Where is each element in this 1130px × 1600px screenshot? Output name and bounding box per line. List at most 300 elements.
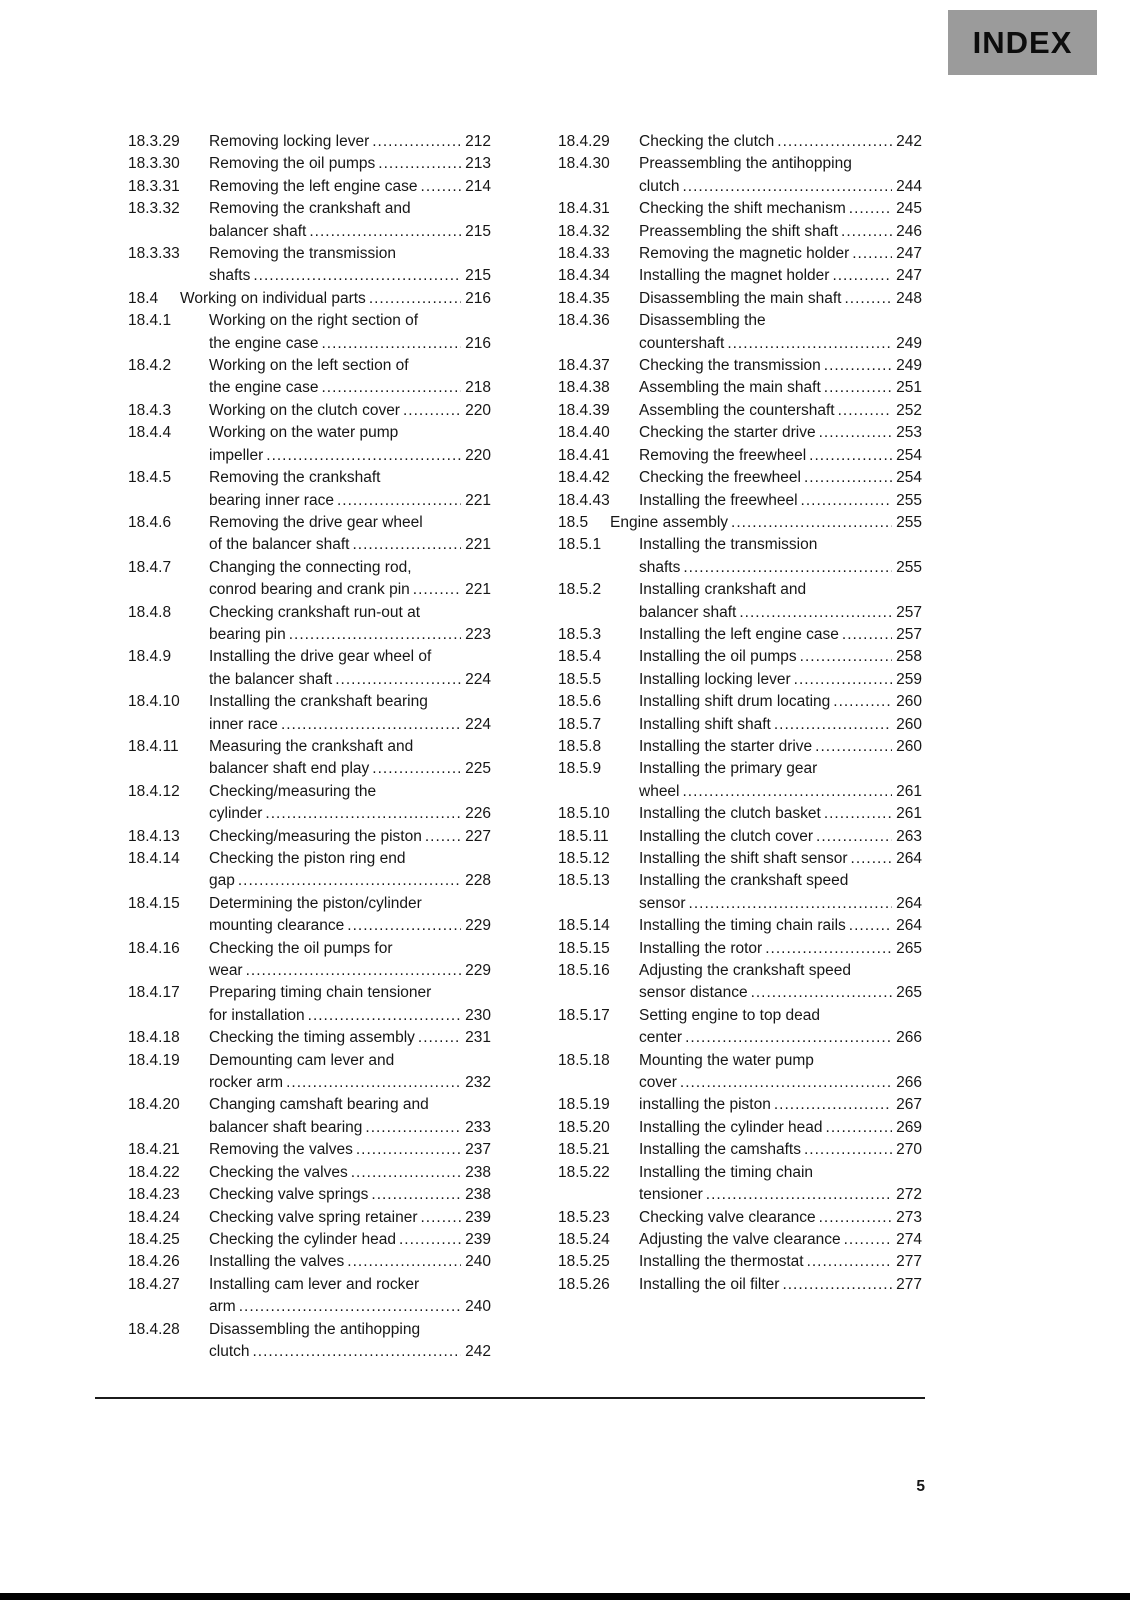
entry-last-line xyxy=(639,714,922,736)
entry-title-line: Installing cam lever and rocker xyxy=(209,1275,420,1293)
entry-body xyxy=(209,826,491,848)
entry-title-line: Determining the piston/cylinder xyxy=(209,894,422,912)
entry-last-line xyxy=(639,1251,922,1273)
entry-title-line: Working on the right section of xyxy=(209,312,419,330)
dot-leader xyxy=(309,221,461,243)
toc-entry xyxy=(558,221,922,243)
entry-last-line xyxy=(209,579,491,601)
entry-title: Assembling the countershaft xyxy=(639,401,835,419)
entry-number: 18.4.34 xyxy=(558,267,610,285)
entry-last-line xyxy=(209,1207,491,1229)
dot-leader xyxy=(239,1296,461,1318)
entry-body xyxy=(639,691,922,713)
dot-leader xyxy=(774,1094,892,1116)
entry-title-line: Preassembling the antihopping xyxy=(639,155,852,173)
dot-leader xyxy=(727,333,892,355)
entry-body xyxy=(639,490,922,512)
entry-title: inner race xyxy=(209,715,278,733)
entry-body xyxy=(209,176,491,198)
entry-title: rocker arm xyxy=(209,1074,284,1092)
entry-last-line xyxy=(639,1139,922,1161)
entry-body xyxy=(209,467,491,512)
toc-entry xyxy=(128,153,491,175)
entry-page-number: 221 xyxy=(465,581,491,599)
entry-title-line: Removing the transmission xyxy=(209,245,396,263)
entry-number: 18.5.18 xyxy=(558,1051,610,1069)
entry-last-line xyxy=(639,1184,922,1206)
entry-title: cylinder xyxy=(209,805,263,823)
entry-body xyxy=(639,467,922,489)
entry-number: 18.3.32 xyxy=(128,200,180,218)
entry-page-number: 253 xyxy=(896,424,922,442)
entry-body xyxy=(209,153,491,175)
entry-title: Installing shift drum locating xyxy=(639,693,831,711)
entry-page-number: 220 xyxy=(465,446,491,464)
entry-body xyxy=(639,1251,922,1273)
entry-number: 18.4.10 xyxy=(128,693,180,711)
toc-entry xyxy=(558,445,922,467)
entry-number: 18.4.6 xyxy=(128,513,172,531)
entry-body xyxy=(639,131,922,153)
entry-body xyxy=(209,1184,491,1206)
entry-body xyxy=(209,1027,491,1049)
entry-last-line xyxy=(639,1207,922,1229)
entry-page-number: 274 xyxy=(896,1230,922,1248)
entry-number: 18.4.33 xyxy=(558,245,610,263)
entry-title: Removing the left engine case xyxy=(209,177,418,195)
entry-last-line xyxy=(639,982,922,1004)
dot-leader xyxy=(731,512,892,534)
dot-leader xyxy=(816,826,892,848)
entry-number: 18.4.43 xyxy=(558,491,610,509)
toc-entry xyxy=(558,1050,922,1095)
entry-last-line xyxy=(639,467,922,489)
entry-number: 18.5.13 xyxy=(558,872,610,890)
entry-number: 18.5.10 xyxy=(558,805,610,823)
entry-number: 18.5.17 xyxy=(558,1006,610,1024)
entry-title: bearing pin xyxy=(209,625,286,643)
entry-title: Installing the oil filter xyxy=(639,1275,780,1293)
dot-leader xyxy=(833,691,892,713)
entry-number: 18.5.12 xyxy=(558,850,610,867)
entry-page-number: 254 xyxy=(896,469,922,487)
entry-title: Installing shift shaft xyxy=(639,715,771,733)
entry-title: Engine assembly xyxy=(610,513,729,531)
entry-page-number: 212 xyxy=(465,133,491,150)
entry-number: 18.4.20 xyxy=(128,1096,180,1114)
toc-entry xyxy=(558,1274,922,1296)
toc-entry xyxy=(558,198,922,220)
entry-number: 18.4 xyxy=(128,289,159,307)
toc-entry xyxy=(128,310,491,355)
entry-page-number: 255 xyxy=(896,558,922,576)
entry-last-line xyxy=(209,377,491,399)
entry-page-number: 221 xyxy=(465,491,491,509)
entry-page-number: 257 xyxy=(896,625,922,643)
entry-last-line xyxy=(639,1072,922,1094)
entry-page-number: 233 xyxy=(465,1118,491,1136)
dot-leader xyxy=(807,1251,893,1273)
toc-entry xyxy=(558,826,922,848)
entry-last-line xyxy=(639,624,922,646)
entry-number: 18.4.18 xyxy=(128,1029,180,1047)
entry-title: Checking the starter drive xyxy=(639,424,816,442)
entry-body xyxy=(209,781,491,826)
toc-columns xyxy=(128,131,922,1363)
entry-number: 18.5.6 xyxy=(558,693,602,711)
entry-title: installing the piston xyxy=(639,1096,771,1114)
entry-title: Checking the timing assembly xyxy=(209,1029,415,1047)
dot-leader xyxy=(739,602,892,624)
dot-leader xyxy=(844,1229,893,1251)
entry-number: 18.4.17 xyxy=(128,984,180,1002)
toc-entry xyxy=(128,1207,491,1229)
entry-body xyxy=(639,826,922,848)
entry-body xyxy=(639,1117,922,1139)
entry-number: 18.4.38 xyxy=(558,379,610,397)
entry-number: 18.4.30 xyxy=(558,155,610,173)
toc-entry xyxy=(128,1050,491,1095)
dot-leader xyxy=(265,803,461,825)
entry-page-number: 247 xyxy=(896,245,922,263)
entry-last-line xyxy=(209,445,491,467)
dot-leader xyxy=(804,467,892,489)
entry-last-line xyxy=(209,490,491,512)
entry-last-line xyxy=(639,198,922,220)
entry-number: 18.4.1 xyxy=(128,312,172,330)
entry-title: Working on individual parts xyxy=(180,289,366,307)
dot-leader xyxy=(351,1162,461,1184)
entry-title-line: Checking/measuring the xyxy=(209,782,377,800)
entry-number: 18.5.2 xyxy=(558,581,602,599)
dot-leader xyxy=(683,176,893,198)
entry-title: Installing the rotor xyxy=(639,939,763,957)
dot-leader xyxy=(347,1251,461,1273)
toc-entry xyxy=(128,602,491,647)
entry-title: countershaft xyxy=(639,334,725,352)
entry-title: Working on the clutch cover xyxy=(209,401,400,419)
entry-title-line: Removing the drive gear wheel xyxy=(209,513,423,531)
dot-leader xyxy=(826,1117,893,1139)
entry-number: 18.4.26 xyxy=(128,1253,180,1271)
dot-leader xyxy=(253,265,461,287)
entry-title-line: Mounting the water pump xyxy=(639,1051,814,1069)
entry-body xyxy=(639,400,922,422)
dot-leader xyxy=(849,198,892,220)
entry-number: 18.5.16 xyxy=(558,962,610,980)
entry-last-line xyxy=(639,602,922,624)
entry-last-line xyxy=(639,131,922,153)
entry-page-number: 260 xyxy=(896,693,922,711)
entry-body xyxy=(639,1094,922,1116)
toc-entry xyxy=(558,1094,922,1116)
entry-page-number: 239 xyxy=(465,1208,491,1226)
dot-leader xyxy=(421,176,462,198)
entry-page-number: 264 xyxy=(896,917,922,935)
dot-leader xyxy=(824,377,892,399)
entry-title: Checking the clutch xyxy=(639,133,775,150)
dot-leader xyxy=(421,1207,462,1229)
footer-rule xyxy=(95,1397,925,1399)
entry-title: Installing the shift shaft sensor xyxy=(639,850,848,867)
toc-entry xyxy=(128,400,491,422)
entry-number: 18.3.33 xyxy=(128,245,180,263)
entry-number: 18.4.21 xyxy=(128,1141,180,1159)
entry-number: 18.4.5 xyxy=(128,469,172,487)
entry-number: 18.4.8 xyxy=(128,603,172,621)
entry-body xyxy=(639,377,922,399)
entry-page-number: 215 xyxy=(465,267,491,285)
entry-body xyxy=(639,960,922,1005)
entry-page-number: 227 xyxy=(465,827,491,845)
toc-entry xyxy=(558,153,922,198)
entry-page-number: 270 xyxy=(896,1141,922,1159)
entry-title-line: Changing camshaft bearing and xyxy=(209,1096,429,1114)
page-number: 5 xyxy=(916,1478,925,1495)
entry-page-number: 265 xyxy=(896,939,922,957)
entry-page-number: 267 xyxy=(896,1096,922,1114)
dot-leader xyxy=(403,400,461,422)
entry-last-line xyxy=(209,915,491,937)
entry-title: tensioner xyxy=(639,1186,703,1204)
entry-body xyxy=(209,938,491,983)
entry-page-number: 230 xyxy=(465,1006,491,1024)
dot-leader xyxy=(841,221,892,243)
toc-entry xyxy=(128,1162,491,1184)
entry-page-number: 261 xyxy=(896,805,922,823)
entry-page-number: 216 xyxy=(465,289,491,307)
dot-leader xyxy=(371,1184,461,1206)
toc-entry xyxy=(128,1139,491,1161)
entry-page-number: 245 xyxy=(896,200,922,218)
entry-title-line: Installing the crankshaft speed xyxy=(639,872,849,890)
entry-title: Checking the transmission xyxy=(639,357,821,375)
entry-body xyxy=(639,288,922,310)
entry-last-line xyxy=(209,1117,491,1139)
entry-last-line xyxy=(209,960,491,982)
entry-last-line xyxy=(639,938,922,960)
dot-leader xyxy=(804,1139,892,1161)
entry-body xyxy=(209,691,491,736)
toc-entry xyxy=(128,781,491,826)
toc-entry xyxy=(128,288,491,310)
index-title: INDEX xyxy=(972,24,1073,60)
entry-body xyxy=(639,624,922,646)
toc-entry xyxy=(128,826,491,848)
dot-leader xyxy=(372,131,461,153)
entry-number: 18.4.15 xyxy=(128,894,180,912)
entry-page-number: 255 xyxy=(896,513,922,531)
entry-last-line xyxy=(639,781,922,803)
entry-last-line xyxy=(639,1027,922,1049)
entry-number: 18.4.23 xyxy=(128,1186,180,1204)
entry-page-number: 272 xyxy=(896,1186,922,1204)
entry-page-number: 242 xyxy=(896,133,922,150)
entry-last-line xyxy=(209,131,491,153)
dot-leader xyxy=(683,781,893,803)
entry-body xyxy=(639,355,922,377)
entry-title-line: Installing the crankshaft bearing xyxy=(209,693,428,711)
entry-page-number: 251 xyxy=(896,379,922,397)
toc-entry xyxy=(558,1117,922,1139)
toc-entry xyxy=(558,265,922,287)
entry-title: Removing the oil pumps xyxy=(209,155,376,173)
dot-leader xyxy=(286,1072,461,1094)
dot-leader xyxy=(815,736,892,758)
entry-title: of the balancer shaft xyxy=(209,536,350,554)
entry-title: cover xyxy=(639,1074,677,1092)
toc-entry xyxy=(558,490,922,512)
entry-number: 18.4.27 xyxy=(128,1275,180,1293)
entry-title-line: Checking crankshaft run-out at xyxy=(209,603,421,621)
entry-number: 18.5.24 xyxy=(558,1230,610,1248)
toc-entry xyxy=(558,1251,922,1273)
entry-page-number: 248 xyxy=(896,289,922,307)
dot-leader xyxy=(418,1027,461,1049)
entry-page-number: 277 xyxy=(896,1275,922,1293)
dot-leader xyxy=(685,1027,892,1049)
entry-last-line xyxy=(639,355,922,377)
toc-entry xyxy=(558,915,922,937)
dot-leader xyxy=(308,1005,461,1027)
dot-leader xyxy=(706,1184,892,1206)
entry-last-line xyxy=(639,669,922,691)
entry-body xyxy=(639,758,922,803)
entry-number: 18.5.26 xyxy=(558,1275,610,1293)
entry-page-number: 224 xyxy=(465,670,491,688)
entry-page-number: 249 xyxy=(896,334,922,352)
entry-number: 18.4.36 xyxy=(558,312,610,330)
entry-last-line xyxy=(209,758,491,780)
entry-body xyxy=(209,400,491,422)
entry-last-line xyxy=(639,400,922,422)
entry-number: 18.4.25 xyxy=(128,1230,180,1248)
entry-title-line: Setting engine to top dead xyxy=(639,1006,820,1024)
toc-left-column xyxy=(128,131,491,1363)
entry-body xyxy=(209,893,491,938)
entry-last-line xyxy=(639,288,922,310)
entry-number: 18.5.1 xyxy=(558,536,602,554)
entry-title-line: Installing the transmission xyxy=(639,536,818,554)
entry-title: Removing locking lever xyxy=(209,133,370,150)
entry-number: 18.4.14 xyxy=(128,850,180,867)
entry-number: 18.4.32 xyxy=(558,222,610,240)
entry-title: Installing the timing chain rails xyxy=(639,917,846,935)
entry-title: wear xyxy=(209,962,243,980)
entry-title: Installing the clutch cover xyxy=(639,827,814,845)
entry-number: 18.4.19 xyxy=(128,1051,180,1069)
entry-number: 18.4.28 xyxy=(128,1320,180,1338)
entry-body xyxy=(639,915,922,937)
entry-last-line xyxy=(209,1341,491,1363)
entry-last-line xyxy=(209,1027,491,1049)
entry-page-number: 264 xyxy=(896,850,922,867)
entry-title: Installing the freewheel xyxy=(639,491,798,509)
toc-entry xyxy=(558,960,922,1005)
entry-page-number: 246 xyxy=(896,222,922,240)
scan-bottom-edge xyxy=(0,1593,1130,1600)
dot-leader xyxy=(413,579,461,601)
toc-entry xyxy=(128,982,491,1027)
entry-title: Installing the cylinder head xyxy=(639,1118,823,1136)
toc-entry xyxy=(558,736,922,758)
entry-title: gap xyxy=(209,872,235,890)
toc-entry xyxy=(128,557,491,602)
toc-entry xyxy=(558,131,922,153)
entry-number: 18.5.22 xyxy=(558,1163,610,1181)
entry-last-line xyxy=(639,422,922,444)
entry-number: 18.4.31 xyxy=(558,200,610,218)
toc-entry xyxy=(558,624,922,646)
entry-title: Assembling the main shaft xyxy=(639,379,821,397)
entry-last-line xyxy=(209,1229,491,1251)
dot-leader xyxy=(365,1117,461,1139)
entry-title: Preassembling the shift shaft xyxy=(639,222,839,240)
toc-entry xyxy=(558,758,922,803)
entry-body xyxy=(209,557,491,602)
toc-entry xyxy=(128,736,491,781)
toc-entry xyxy=(128,1319,491,1364)
entry-page-number: 225 xyxy=(465,760,491,778)
dot-leader xyxy=(289,624,461,646)
entry-page-number: 255 xyxy=(896,491,922,509)
entry-title: the engine case xyxy=(209,379,319,397)
entry-page-number: 269 xyxy=(896,1118,922,1136)
entry-number: 18.4.39 xyxy=(558,401,610,419)
entry-page-number: 214 xyxy=(465,177,491,195)
entry-body xyxy=(209,310,491,355)
entry-page-number: 232 xyxy=(465,1074,491,1092)
dot-leader xyxy=(849,915,892,937)
entry-title: balancer shaft xyxy=(639,603,737,621)
dot-leader xyxy=(399,1229,461,1251)
entry-page-number: 221 xyxy=(465,536,491,554)
dot-leader xyxy=(774,714,892,736)
entry-body xyxy=(639,1274,922,1296)
entry-title-line: Measuring the crankshaft and xyxy=(209,737,414,755)
toc-entry xyxy=(558,938,922,960)
entry-last-line xyxy=(610,512,922,534)
entry-title: Checking valve spring retainer xyxy=(209,1208,418,1226)
toc-entry xyxy=(128,512,491,557)
entry-body xyxy=(639,579,922,624)
entry-title: Disassembling the main shaft xyxy=(639,289,842,307)
entry-last-line xyxy=(639,445,922,467)
entry-last-line xyxy=(209,1005,491,1027)
entry-last-line xyxy=(180,288,491,310)
entry-last-line xyxy=(209,826,491,848)
entry-page-number: 263 xyxy=(896,827,922,845)
entry-number: 18.3.30 xyxy=(128,155,180,173)
dot-leader xyxy=(281,714,461,736)
dot-leader xyxy=(800,646,892,668)
entry-title-line: Working on the left section of xyxy=(209,357,409,375)
entry-title-line: Installing the primary gear xyxy=(639,760,818,778)
entry-title-line: Installing crankshaft and xyxy=(639,581,807,599)
entry-last-line xyxy=(639,1094,922,1116)
entry-last-line xyxy=(639,915,922,937)
entry-last-line xyxy=(209,534,491,556)
entry-number: 18.5.3 xyxy=(558,625,602,643)
dot-leader xyxy=(246,960,462,982)
dot-leader xyxy=(832,265,892,287)
entry-last-line xyxy=(639,1117,922,1139)
entry-body xyxy=(209,198,491,243)
entry-number: 18.5.4 xyxy=(558,648,602,666)
entry-number: 18.5.21 xyxy=(558,1141,610,1159)
entry-page-number: 273 xyxy=(896,1208,922,1226)
entry-last-line xyxy=(639,826,922,848)
